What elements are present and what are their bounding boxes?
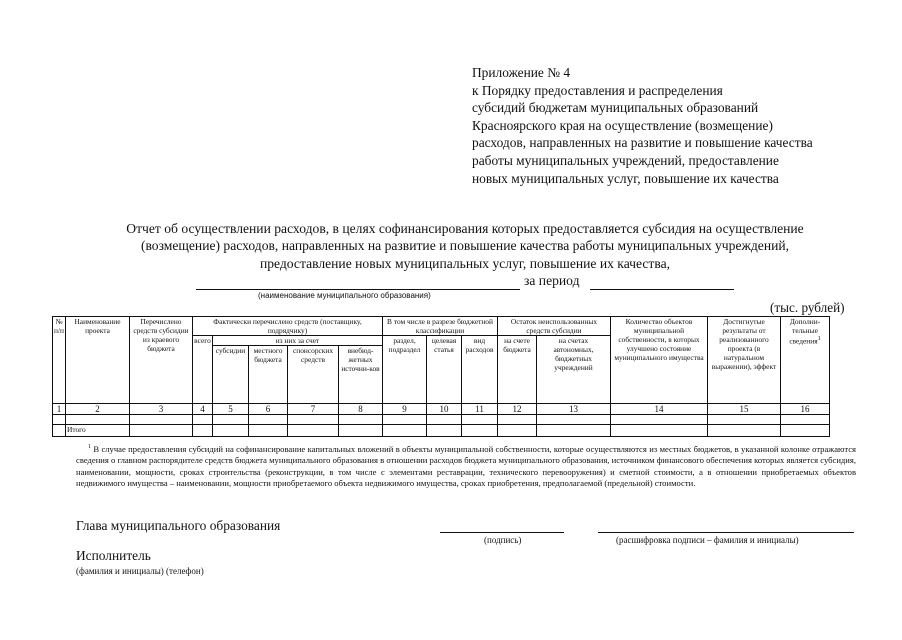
header-local: местного бюджета (249, 346, 288, 404)
col-number: 6 (249, 404, 288, 415)
executor-label: Исполнитель (76, 548, 151, 563)
header-results: Достигнутые результаты от реализованного проекта (в натуральном выражении), эффект (708, 317, 781, 404)
col-number: 13 (537, 404, 611, 415)
header-expense-type: вид расходов (462, 336, 498, 404)
header-budget-class: В том числе в разрезе бюджетной классификации (383, 317, 498, 336)
report-title (60, 220, 870, 272)
col-number: 8 (339, 404, 383, 415)
footnote-text: В случае предоставления субсидий на софинансирование капитальных вложений в объекты муниципальной собственности, которые осуществляются из местных бюджетов, в указанной колонке отражаются сведения о главном распорядителе средств бюджета муниципального образования в отношении расходов бюджета муниципального образования, источником финансового обеспечения которых является субсидия, наименовании, мощности, сроках строительства (реконструкции, в том числе с элементами реставрации, технического перевооружения) и сметной стоимости, а в отношении приобретаемых объектов недвижимого имущества – наименовании, мощности приобретаемого объекта недвижимого имущества, сроках приобретения, предполагаемой (предельной) стоимости. (76, 443, 856, 489)
header-num: № п/п (53, 317, 66, 404)
decoding-caption: (расшифровка подписи – фамилия и инициалы) (616, 535, 799, 545)
footnote (76, 442, 856, 489)
decoding-line (598, 532, 854, 533)
header-actual: Фактически перечислено средств (поставщику, подрядчику) (193, 317, 383, 336)
col-number: 16 (781, 404, 830, 415)
col-number: 7 (288, 404, 339, 415)
header-offbudget: внебюд-жетных источни-ков (339, 346, 383, 404)
header-balance-autonomous: на счетах автономных, бюджетных учреждений (537, 336, 611, 404)
signature-line (440, 532, 564, 533)
footnote-mark: 1 (817, 336, 821, 342)
col-number: 3 (130, 404, 193, 415)
header-section: раздел, подраздел (383, 336, 427, 404)
report-title-line: предоставление новых муниципальных услуг, повышение их качества, (259, 255, 671, 271)
header-objects: Количество объектов муниципальной собственности, в которых улучшено состояние муниципального имущества (611, 317, 708, 404)
col-number: 12 (498, 404, 537, 415)
header-target: целевая статья (427, 336, 462, 404)
header-subsidy: субсидии (213, 346, 249, 404)
footnote-number: 1 (87, 444, 91, 450)
header-additional: Дополни-тельные сведения$^1$ (781, 317, 830, 404)
col-number: 4 (193, 404, 213, 415)
col-number: 14 (611, 404, 708, 415)
col-number: 15 (708, 404, 781, 415)
col-number: 10 (427, 404, 462, 415)
report-title-line: Отчет об осуществлении расходов, в целях софинансирования которых предоставляется субсидия на осуществление (126, 221, 804, 236)
header-project: Наименование проекта (66, 317, 130, 404)
municipality-caption: (наименование муниципального образования) (258, 291, 431, 300)
total-row (53, 425, 830, 437)
annex-line: Приложение № 4 (472, 65, 571, 80)
annex-line: к Порядку предоставления и распределения (472, 82, 723, 98)
header-sponsor: спонсорских средств (288, 346, 339, 404)
annex-line: Красноярского края на осуществление (возмещение) (472, 117, 773, 133)
municipality-underline (196, 289, 520, 290)
annex-line: новых муниципальных услуг, повышение их качества (472, 170, 779, 186)
col-number: 2 (66, 404, 130, 415)
report-table (52, 316, 830, 437)
period-underline (590, 289, 734, 290)
annex-line: расходов, направленных на развитие и повышение качества (472, 135, 813, 151)
column-number-row (53, 404, 830, 415)
executor-caption: (фамилия и инициалы) (телефон) (76, 566, 204, 576)
header-of-which: из них за счет (213, 336, 383, 346)
header-balance-budget: на счете бюджета (498, 336, 537, 404)
col-number: 5 (213, 404, 249, 415)
period-label: за период (524, 273, 580, 288)
empty-row (53, 415, 830, 425)
annex-header (472, 64, 892, 187)
annex-line: работы муниципальных учреждений, предоставление (472, 152, 779, 168)
col-number: 1 (53, 404, 66, 415)
header-transferred: Перечислено средств субсидии из краевого бюджета (130, 317, 193, 404)
head-label: Глава муниципального образования (76, 518, 281, 533)
col-number: 9 (383, 404, 427, 415)
header-balance: Остаток неиспользованных средств субсидии (498, 317, 611, 336)
total-label: Итого (66, 425, 130, 437)
report-title-line: (возмещение) расходов, направленных на развитие и повышение качества работы муниципальных учреждений, (140, 238, 790, 254)
annex-line: субсидий бюджетам муниципальных образований (472, 100, 759, 116)
header-total: всего (193, 336, 213, 404)
unit-label: (тыс. рублей) (770, 300, 845, 315)
signature-caption: (подпись) (484, 535, 522, 545)
col-number: 11 (462, 404, 498, 415)
